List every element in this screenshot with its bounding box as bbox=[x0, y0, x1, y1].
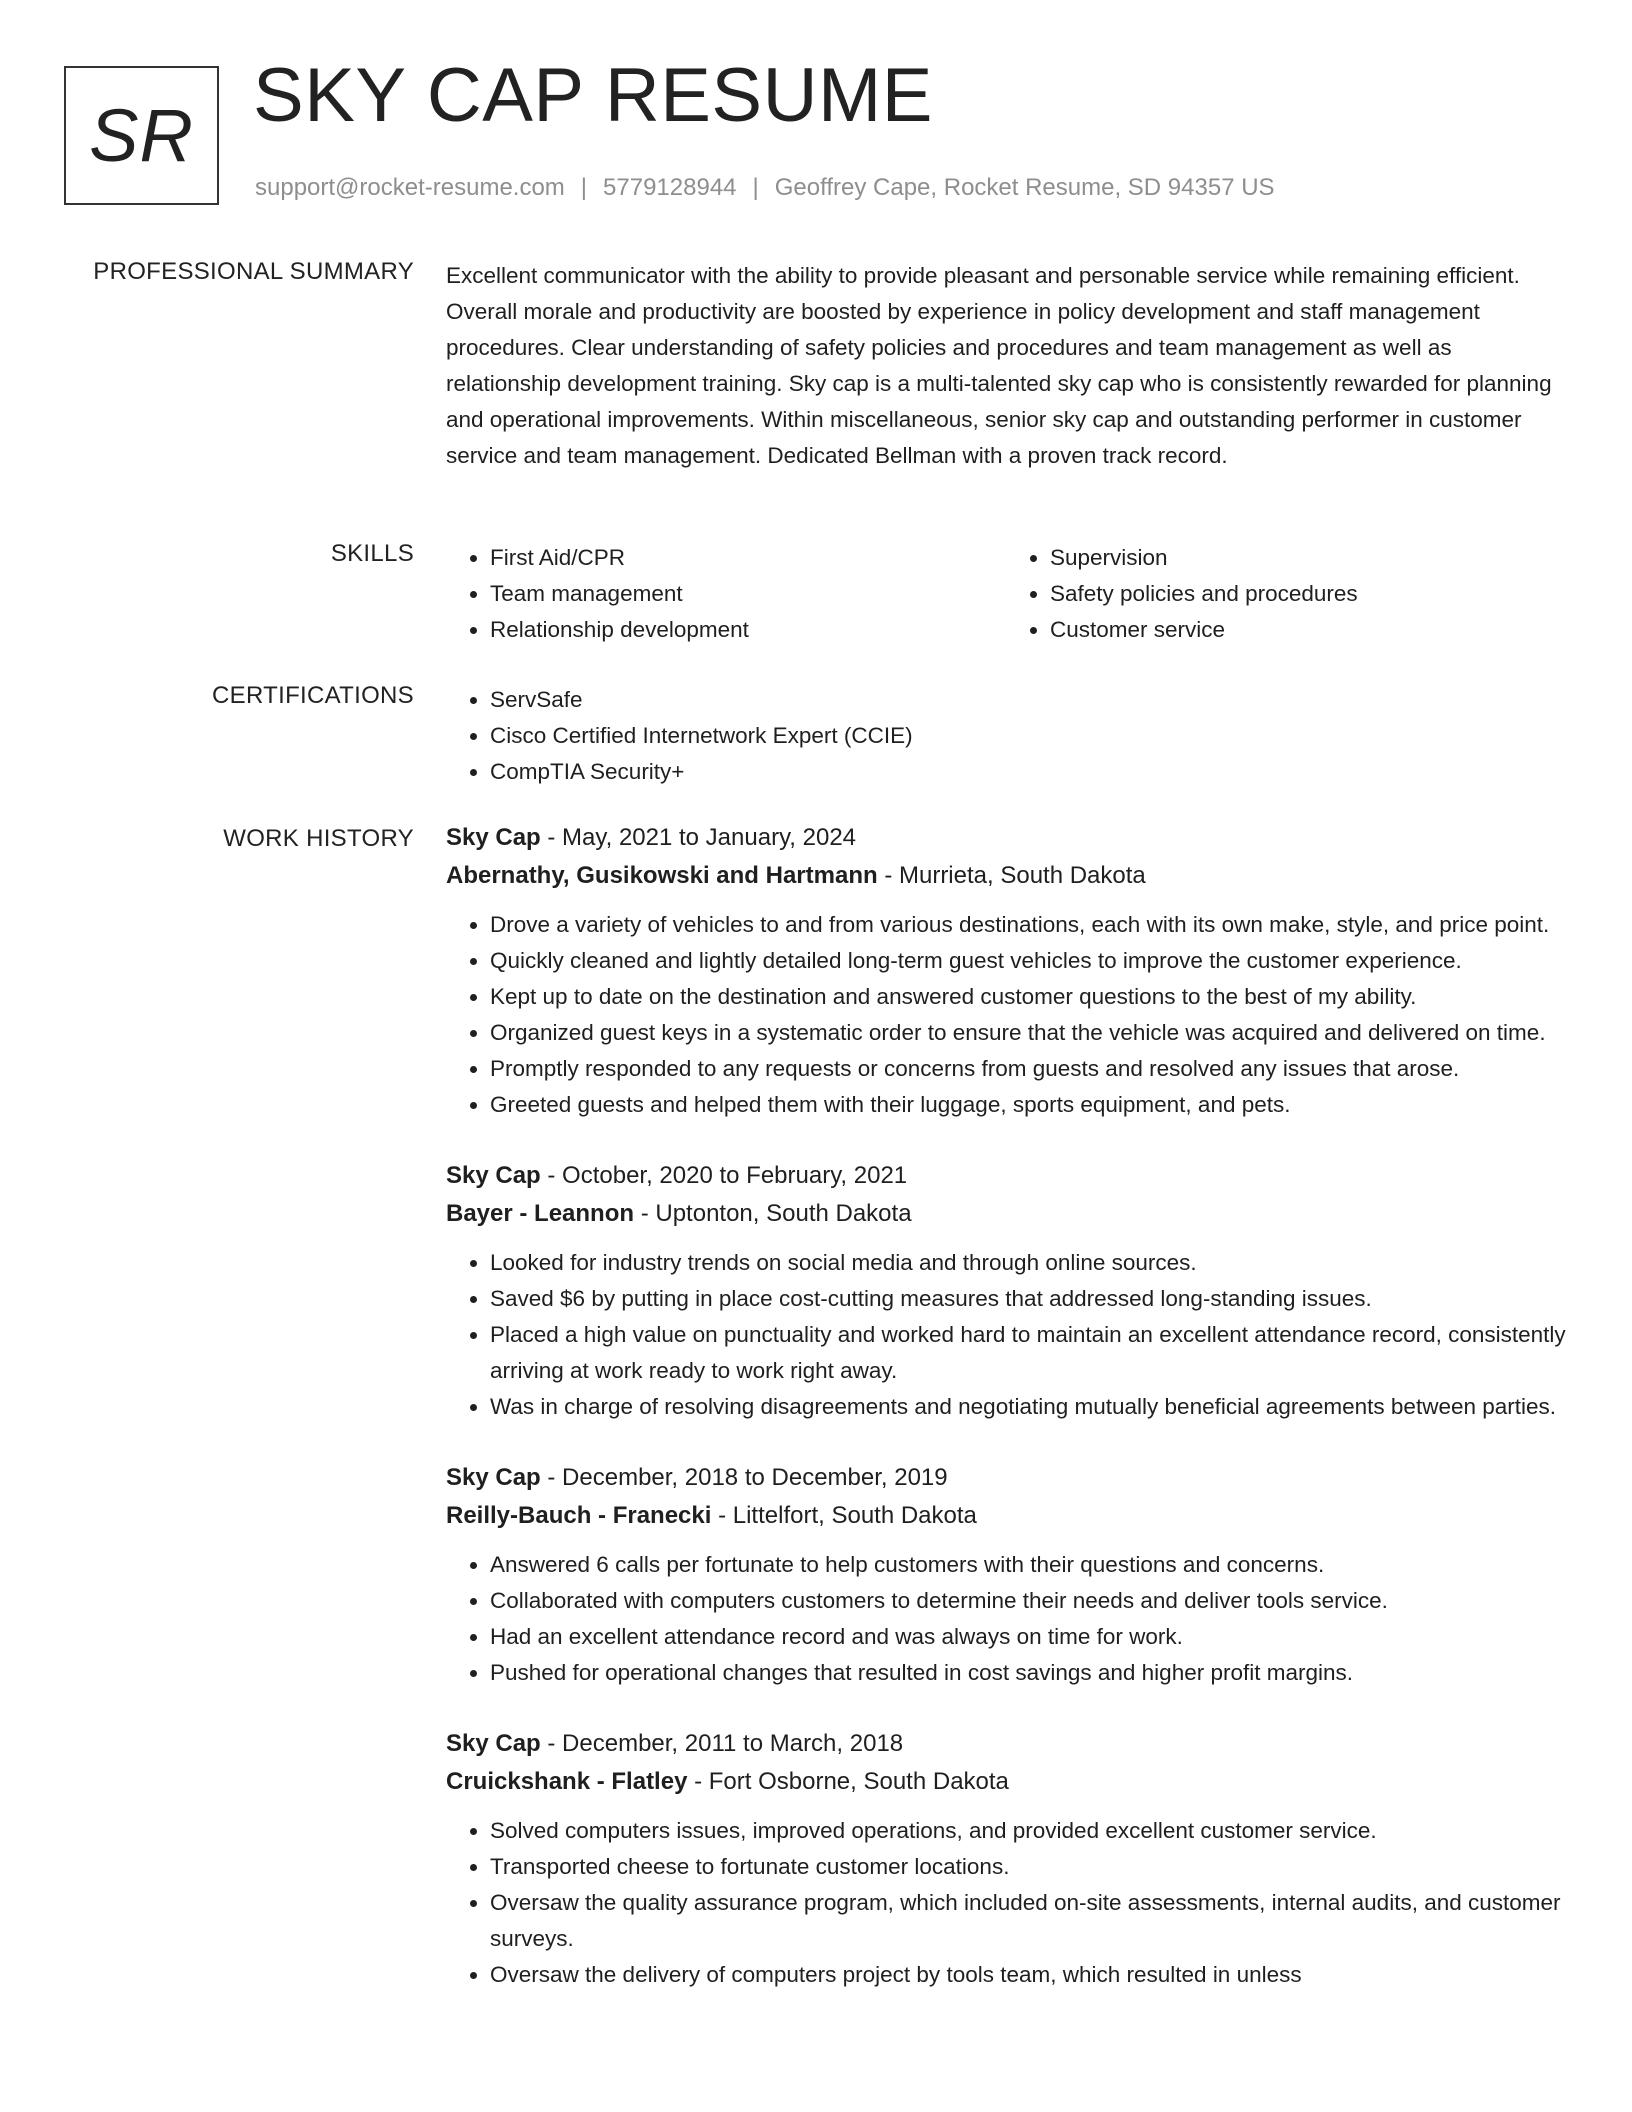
job-bullet: • Collaborated with computers customers to determine their needs and deliver tools service. bbox=[490, 1583, 1566, 1619]
job-dates: - October, 2020 to February, 2021 bbox=[540, 1162, 908, 1189]
job-location: - Murrieta, South Dakota bbox=[877, 862, 1146, 889]
skill-item: • Customer service bbox=[1050, 612, 1566, 648]
contact-email: support@rocket-resume.com bbox=[255, 174, 565, 201]
job-role: Sky Cap bbox=[446, 1730, 541, 1757]
job-bullet: • Promptly responded to any requests or concerns from guests and resolved any issues that arose. bbox=[490, 1051, 1566, 1087]
job-dates: - December, 2018 to December, 2019 bbox=[540, 1464, 948, 1491]
job-bullet: • Solved computers issues, improved operations, and provided excellent customer service. bbox=[490, 1813, 1566, 1849]
job-dates: - December, 2011 to March, 2018 bbox=[540, 1730, 904, 1757]
job-bullets bbox=[446, 1813, 1566, 1993]
section-title-skills: SKILLS bbox=[330, 540, 414, 567]
job-location: - Littelfort, South Dakota bbox=[711, 1502, 977, 1529]
contact-phone: 5779128944 bbox=[603, 174, 737, 201]
job-role-line bbox=[446, 1725, 1566, 1763]
job-role: Sky Cap bbox=[446, 1162, 541, 1189]
section-title-work-history: WORK HISTORY bbox=[223, 825, 414, 852]
job-bullets bbox=[446, 907, 1566, 1123]
skills-columns bbox=[446, 540, 1566, 648]
contact-address: Geoffrey Cape, Rocket Resume, SD 94357 US bbox=[774, 174, 1275, 201]
job-bullet: • Placed a high value on punctuality and worked hard to maintain an excellent attendance record, consistently arriving at work ready to work right away. bbox=[490, 1317, 1566, 1389]
certification-item: • CompTIA Security+ bbox=[490, 754, 1566, 790]
job-bullets bbox=[446, 1245, 1566, 1425]
skill-item: • First Aid/CPR bbox=[490, 540, 1006, 576]
job-role-line bbox=[446, 1459, 1566, 1497]
job-company-line bbox=[446, 1763, 1566, 1801]
job-company: Reilly-Bauch - Franecki bbox=[446, 1502, 712, 1529]
job-role: Sky Cap bbox=[446, 824, 541, 851]
skills-list-right bbox=[1006, 540, 1566, 648]
section-title-certifications: CERTIFICATIONS bbox=[212, 682, 414, 709]
skills-list-left bbox=[446, 540, 1006, 648]
job-bullets bbox=[446, 1547, 1566, 1691]
job-bullet: • Drove a variety of vehicles to and from various destinations, each with its own make, style, and price point. bbox=[490, 907, 1566, 943]
job-company: Bayer - Leannon bbox=[446, 1200, 635, 1227]
certification-item: • Cisco Certified Internetwork Expert (CCIE) bbox=[490, 718, 1566, 754]
certification-item: • ServSafe bbox=[490, 682, 1566, 718]
job-bullet: • Had an excellent attendance record and was always on time for work. bbox=[490, 1619, 1566, 1655]
job-role-line bbox=[446, 1157, 1566, 1195]
resume-header bbox=[0, 0, 1632, 230]
job-company-line bbox=[446, 1497, 1566, 1535]
job-bullet: • Oversaw the delivery of computers project by tools team, which resulted in unless bbox=[490, 1957, 1566, 1993]
job-entry bbox=[446, 1157, 1566, 1425]
job-company-line bbox=[446, 1195, 1566, 1233]
skill-item: • Supervision bbox=[1050, 540, 1566, 576]
resume-title: SKY CAP RESUME bbox=[253, 53, 933, 138]
skill-item: • Safety policies and procedures bbox=[1050, 576, 1566, 612]
job-entry bbox=[446, 1459, 1566, 1691]
job-role-line bbox=[446, 819, 1566, 857]
contact-separator: | bbox=[580, 174, 588, 201]
job-company: Cruickshank - Flatley bbox=[446, 1768, 688, 1795]
job-bullet: • Oversaw the quality assurance program, which included on-site assessments, internal audits, and customer surveys. bbox=[490, 1885, 1566, 1957]
job-bullet: • Greeted guests and helped them with their luggage, sports equipment, and pets. bbox=[490, 1087, 1566, 1123]
contact-separator: | bbox=[752, 174, 759, 201]
section-title-summary: PROFESSIONAL SUMMARY bbox=[93, 258, 414, 285]
job-location: - Uptonton, South Dakota bbox=[634, 1200, 912, 1227]
job-role: Sky Cap bbox=[446, 1464, 541, 1491]
skill-item: • Team management bbox=[490, 576, 1006, 612]
job-bullet: • Transported cheese to fortunate customer locations. bbox=[490, 1849, 1566, 1885]
job-bullet: • Pushed for operational changes that resulted in cost savings and higher profit margins. bbox=[490, 1655, 1566, 1691]
skill-item: • Relationship development bbox=[490, 612, 1006, 648]
job-entry bbox=[446, 819, 1566, 1123]
job-location: - Fort Osborne, South Dakota bbox=[687, 1768, 1009, 1795]
monogram-box: SR bbox=[64, 66, 219, 205]
job-dates: - May, 2021 to January, 2024 bbox=[540, 824, 857, 851]
job-bullet: • Was in charge of resolving disagreements and negotiating mutually beneficial agreements between parties. bbox=[490, 1389, 1566, 1425]
job-bullet: • Answered 6 calls per fortunate to help customers with their questions and concerns. bbox=[490, 1547, 1566, 1583]
contact-line bbox=[255, 174, 1275, 202]
summary-text: Excellent communicator with the ability to provide pleasant and personable service while remaining efficient. Overall morale and productivity are boosted by experience in policy development and staff management procedures. Clear understanding of safety policies and procedures and team management as well as relationship development training. Sky cap is a multi-talented sky cap who is consistently rewarded for planning and operational improvements. Within miscellaneous, senior sky cap and outstanding performer in customer service and team management. Dedicated Bellman with a proven track record. bbox=[446, 263, 1552, 468]
job-bullet: • Quickly cleaned and lightly detailed long-term guest vehicles to improve the customer experience. bbox=[490, 943, 1566, 979]
job-entry bbox=[446, 1725, 1566, 1993]
job-bullet: • Kept up to date on the destination and answered customer questions to the best of my ability. bbox=[490, 979, 1566, 1015]
job-bullet: • Looked for industry trends on social media and through online sources. bbox=[490, 1245, 1566, 1281]
job-company-line bbox=[446, 857, 1566, 895]
job-bullet: • Saved $6 by putting in place cost-cutting measures that addressed long-standing issues. bbox=[490, 1281, 1566, 1317]
job-company: Abernathy, Gusikowski and Hartmann bbox=[446, 862, 878, 889]
certifications-list bbox=[446, 682, 1566, 790]
job-bullet: • Organized guest keys in a systematic order to ensure that the vehicle was acquired and delivered on time. bbox=[490, 1015, 1566, 1051]
